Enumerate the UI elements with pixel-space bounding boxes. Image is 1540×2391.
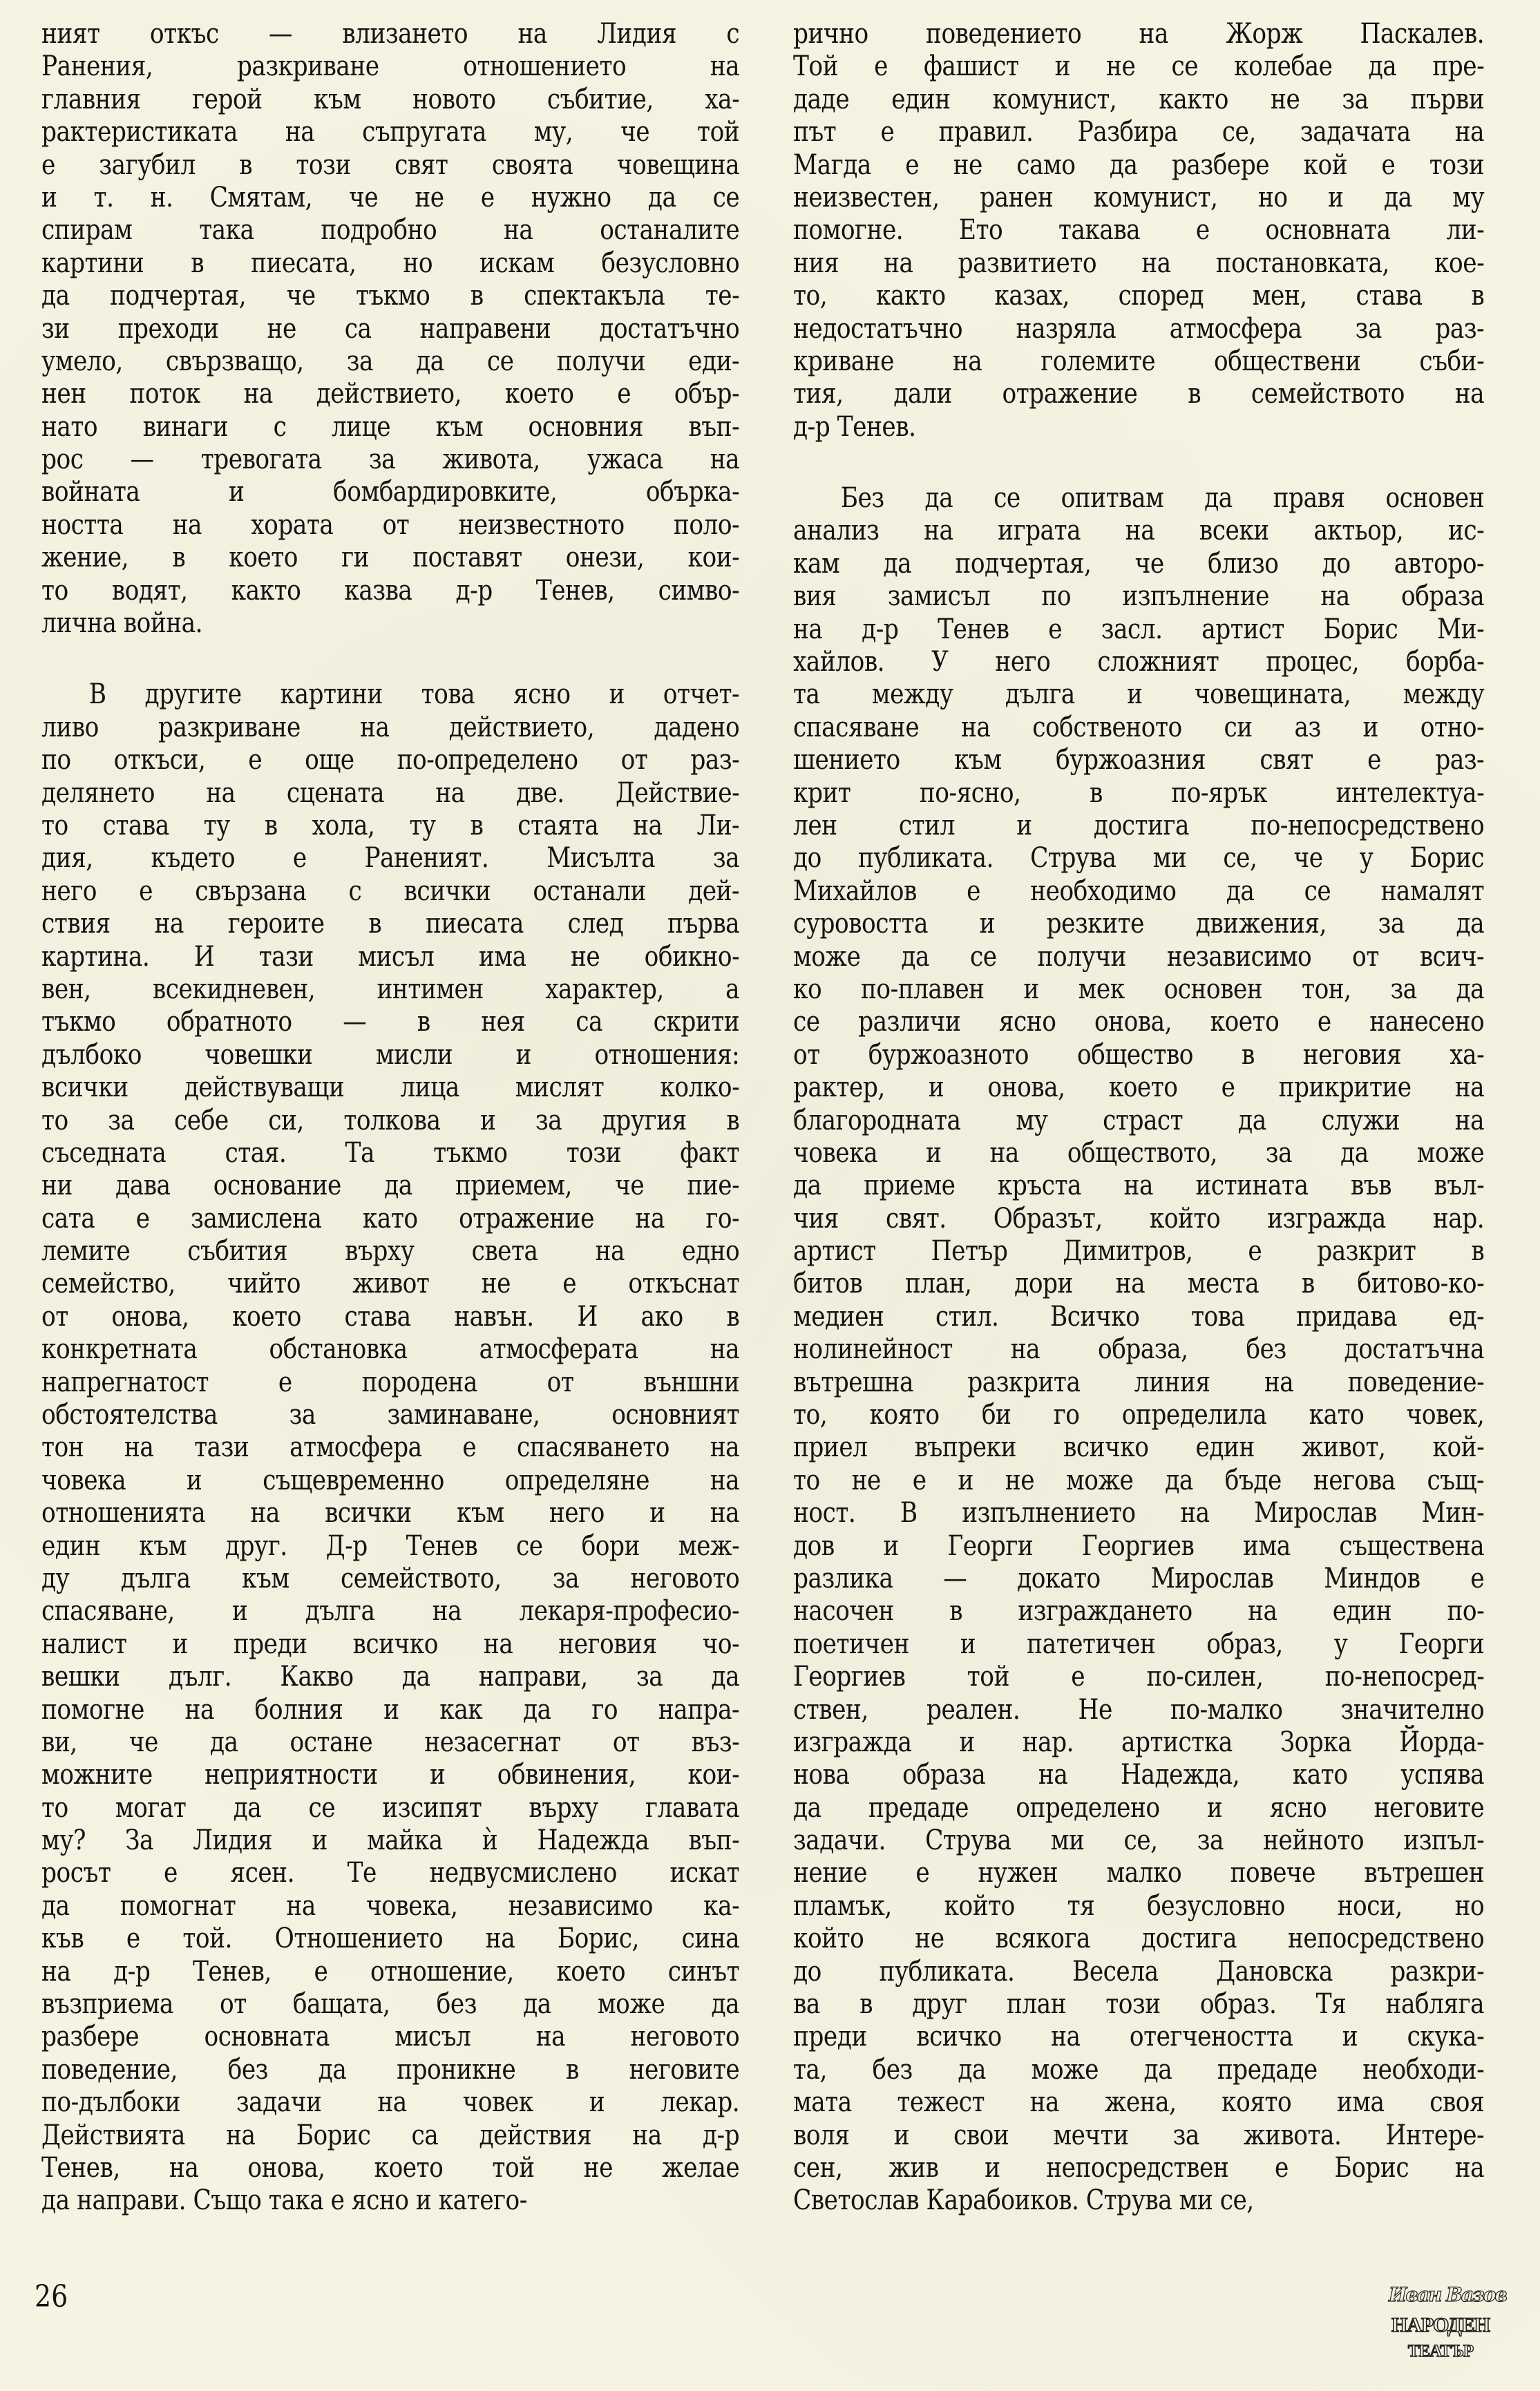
- text-line: тия, дали отражение в семейството на: [793, 378, 1485, 410]
- paragraph: [793, 18, 1484, 444]
- text-line: му? За Лидия и майка ѝ Надежда въп-: [41, 1825, 740, 1857]
- text-line: преди всичко на отегчеността и скука-: [793, 2021, 1485, 2053]
- text-line: семейство, чийто живот не е откъснат: [41, 1268, 740, 1300]
- text-line: съседната стая. Та тъкмо този факт: [41, 1136, 740, 1169]
- text-line: Магда е не само да разбере кой е този: [793, 149, 1485, 181]
- text-line: Светослав Карабоиков. Струва ми се,: [793, 2184, 1254, 2217]
- text-line: ко по-плавен и мек основен тон, за да: [793, 973, 1485, 1005]
- text-line: Без да се опитвам да правя основен: [840, 482, 1485, 515]
- text-line: по-дълбоки задачи на човек и лекар.: [41, 2086, 740, 2119]
- text-line: можните неприятности и обвинения, кои-: [41, 1759, 740, 1791]
- text-line: поведение, без да проникне в неговите: [41, 2053, 740, 2086]
- text-line: налист и преди всичко на неговия чо-: [41, 1628, 740, 1660]
- right-column: [793, 18, 1484, 2218]
- text-line: Михайлов е необходимо да се намалят: [793, 875, 1485, 907]
- text-line: вен, всекидневен, интимен характер, а: [41, 973, 740, 1005]
- text-line: анализ на играта на всеки актьор, ис-: [793, 515, 1485, 547]
- text-line: то, както казах, според мен, става в: [793, 280, 1485, 312]
- text-line: дия, където е Раненият. Мисълта за: [41, 842, 740, 875]
- text-line: лемите събития върху света на едно: [41, 1235, 740, 1268]
- text-line: нение е нужен малко повече вътрешен: [793, 1857, 1485, 1889]
- text-line: от онова, което става навън. И ако в: [41, 1300, 740, 1333]
- logo-signature: Иван Вазов: [1389, 2283, 1506, 2306]
- text-line: ността на хората от неизвестното поло-: [41, 508, 740, 541]
- text-line: зи преходи не са направени достатъчно: [41, 312, 740, 345]
- text-line: да приеме кръста на истината във въл-: [793, 1170, 1485, 1202]
- text-line: рактеристиката на съпругата му, че той: [41, 116, 740, 149]
- text-line: на д-р Тенев, е отношение, което синът: [41, 1955, 740, 1988]
- text-line: задачи. Струва ми се, за нейното изпъл-: [793, 1825, 1485, 1857]
- text-line: поетичен и патетичен образ, у Георги: [793, 1628, 1485, 1660]
- text-line: нова образа на Надежда, като успява: [793, 1759, 1485, 1791]
- text-line: картини в пиесата, но искам безусловно: [41, 247, 740, 279]
- text-line: един към друг. Д-р Тенев се бори меж-: [41, 1530, 740, 1562]
- text-line: крит по-ясно, в по-ярък интелектуа-: [793, 777, 1485, 809]
- text-line: човека и същевременно определяне на: [41, 1464, 740, 1496]
- text-line: воля и свои мечти за живота. Интере-: [793, 2119, 1485, 2151]
- text-line: мата тежест на жена, която има своя: [793, 2086, 1485, 2119]
- text-line: пламък, който тя безусловно носи, но: [793, 1889, 1485, 1922]
- paragraph-gap: [793, 444, 1484, 482]
- text-line: главния герой към новото събитие, ха-: [41, 83, 740, 115]
- text-line: нато винаги с лице към основния въп-: [41, 410, 740, 443]
- text-line: да подчертая, че тъкмо в спектакъла те-: [41, 280, 740, 312]
- text-line: ствия на героите в пиесата след първа: [41, 908, 740, 940]
- text-line: неизвестен, ранен комунист, но и да му: [793, 181, 1485, 213]
- text-line: нен поток на действието, което е обър-: [41, 378, 740, 410]
- text-line: ност. В изпълнението на Мирослав Мин-: [793, 1497, 1485, 1530]
- text-line: делянето на сцената на две. Действие-: [41, 777, 740, 809]
- text-line: ствен, реален. Не по-малко значително: [793, 1693, 1485, 1726]
- text-line: и т. н. Смятам, че не е нужно да се: [41, 181, 740, 213]
- text-line: шението към буржоазния свят е раз-: [793, 744, 1485, 777]
- left-column: [41, 18, 739, 2218]
- text-line: Действията на Борис са действия на д-р: [41, 2119, 740, 2151]
- text-line: разбере основната мисъл на неговото: [41, 2021, 740, 2053]
- text-line: лен стил и достига по-непосредствено: [793, 809, 1485, 841]
- text-line: къв е той. Отношението на Борис, сина: [41, 1923, 740, 1955]
- text-line: тъкмо обратното — в нея са скрити: [41, 1006, 740, 1038]
- text-line: може да се получи независимо от всич-: [793, 940, 1485, 973]
- text-line: даде един комунист, както не за първи: [793, 83, 1485, 115]
- text-line: да помогнат на човека, независимо ка-: [41, 1889, 740, 1922]
- text-line: нолинейност на образа, без достатъчна: [793, 1333, 1485, 1366]
- text-line: артист Петър Димитров, е разкрит в: [793, 1235, 1485, 1268]
- national-theatre-logo: [1389, 2280, 1506, 2376]
- text-line: вътрешна разкрита линия на поведение-: [793, 1366, 1485, 1398]
- paragraph: [41, 678, 739, 2217]
- text-line: В другите картини това ясно и отчет-: [88, 678, 740, 711]
- text-line: то, която би го определила като човек,: [793, 1399, 1485, 1431]
- text-line: отношенията на всички към него и на: [41, 1497, 740, 1530]
- text-line: е загубил в този свят своята човещина: [41, 149, 740, 181]
- logo-line-2: ТЕАТЪР: [1407, 2342, 1474, 2361]
- text-line: ният откъс — влизането на Лидия с: [41, 18, 740, 50]
- text-line: помогне на болния и как да го напра-: [41, 1693, 740, 1726]
- text-line: спасяване, и дълга на лекаря-професио-: [41, 1595, 740, 1628]
- text-line: ви, че да остане незасегнат от въз-: [41, 1726, 740, 1758]
- text-line: хайлов. У него сложният процес, борба-: [793, 646, 1485, 678]
- text-line: то водят, както казва д-р Тенев, симво-: [41, 574, 740, 607]
- text-line: приел въпреки всичко един живот, кой-: [793, 1431, 1485, 1464]
- text-line: обстоятелства за заминаване, основният: [41, 1399, 740, 1431]
- text-line: вешки дълг. Какво да направи, за да: [41, 1661, 740, 1693]
- text-line: да предаде определено и ясно неговите: [793, 1791, 1485, 1824]
- text-line: да направи. Също така е ясно и катего-: [41, 2184, 527, 2217]
- text-line: то не е и не може да бъде негова същ-: [793, 1464, 1485, 1496]
- text-line: спирам така подробно на останалите: [41, 214, 740, 247]
- text-line: спасяване на собственото си аз и отно-: [793, 711, 1485, 743]
- text-line: та между дълга и човещината, между: [793, 678, 1485, 711]
- text-line: та, без да може да предаде необходи-: [793, 2053, 1485, 2086]
- paragraph-gap: [41, 640, 739, 678]
- text-line: Тенев, на онова, което той не желае: [41, 2152, 740, 2184]
- text-line: дов и Георги Георгиев има съществена: [793, 1530, 1485, 1562]
- paragraph: [793, 482, 1484, 2218]
- text-line: тон на тази атмосфера е спасяването на: [41, 1431, 740, 1464]
- text-line: медиен стил. Всичко това придава ед-: [793, 1300, 1485, 1333]
- text-line: то могат да се изсипят върху главата: [41, 1791, 740, 1824]
- text-line: недостатъчно назряла атмосфера за раз-: [793, 312, 1485, 345]
- text-line: всички действуващи лица мислят колко-: [41, 1071, 740, 1104]
- text-line: дълбоко човешки мисли и отношения:: [41, 1038, 740, 1071]
- text-line: ливо разкриване на действието, дадено: [41, 711, 740, 743]
- text-line: по откъси, е още по-определено от раз-: [41, 744, 740, 777]
- text-line: конкретната обстановка атмосферата на: [41, 1333, 740, 1366]
- text-line: росът е ясен. Те недвусмислено искат: [41, 1857, 740, 1889]
- text-line: помогне. Ето такава е основната ли-: [793, 214, 1485, 247]
- paragraph: [41, 18, 739, 640]
- text-line: войната и бомбардировките, обърка-: [41, 476, 740, 508]
- text-line: рос — тревогата за живота, ужаса на: [41, 444, 740, 476]
- page-number: 26: [35, 2279, 68, 2314]
- text-line: рактер, и онова, което е прикритие на: [793, 1071, 1485, 1104]
- text-line: чия свят. Образът, който изгражда нар.: [793, 1202, 1485, 1235]
- text-line: то става ту в хола, ту в стаята на Ли-: [41, 809, 740, 841]
- text-line: сата е замислена като отражение на го-: [41, 1202, 740, 1235]
- text-line: напрегнатост е породена от външни: [41, 1366, 740, 1398]
- text-line: битов план, дори на места в битово-ко-: [793, 1268, 1485, 1300]
- text-line: рично поведението на Жорж Паскалев.: [793, 18, 1485, 50]
- text-line: него е свързана с всички останали дей-: [41, 875, 740, 907]
- text-line: ва в друг план този образ. Тя набляга: [793, 1988, 1485, 2021]
- text-line: човека и на обществото, за да може: [793, 1136, 1485, 1169]
- text-line: от буржоазното общество в неговия ха-: [793, 1038, 1485, 1071]
- text-line: кам да подчертая, че близо до авторо-: [793, 547, 1485, 580]
- text-line: лична война.: [41, 607, 203, 640]
- text-line: разлика — докато Мирослав Миндов е: [793, 1562, 1485, 1594]
- text-line: ду дълга към семейството, за неговото: [41, 1562, 740, 1594]
- text-line: път е правил. Разбира се, задачата на: [793, 116, 1485, 149]
- text-line: до публиката. Струва ми се, че у Борис: [793, 842, 1485, 875]
- text-line: изгражда и нар. артистка Зорка Йорда-: [793, 1726, 1485, 1758]
- text-line: ния на развитието на постановката, кое-: [793, 247, 1485, 279]
- text-line: жение, в което ги поставят онези, кои-: [41, 542, 740, 574]
- text-line: на д-р Тенев е засл. артист Борис Ми-: [793, 613, 1485, 645]
- text-line: вия замисъл по изпълнение на образа: [793, 580, 1485, 613]
- text-line: Той е фашист и не се колебае да пре-: [793, 50, 1485, 83]
- logo-line-1: НАРОДЕН: [1391, 2314, 1490, 2336]
- text-line: се различи ясно онова, което е нанесено: [793, 1006, 1485, 1038]
- text-line: благородната му страст да служи на: [793, 1104, 1485, 1136]
- text-line: картина. И тази мисъл има не обикно-: [41, 940, 740, 973]
- text-line: д-р Тенев.: [793, 410, 916, 443]
- text-line: суровостта и резките движения, за да: [793, 908, 1485, 940]
- text-line: умело, свързващо, за да се получи еди-: [41, 345, 740, 377]
- text-line: ни дава основание да приемем, че пие-: [41, 1170, 740, 1202]
- text-line: възприема от бащата, без да може да: [41, 1988, 740, 2021]
- text-line: който не всякога достига непосредствено: [793, 1923, 1485, 1955]
- text-line: криване на големите обществени съби-: [793, 345, 1485, 377]
- text-line: Ранения, разкриване отношението на: [41, 50, 740, 83]
- text-line: сен, жив и непосредствен е Борис на: [793, 2152, 1485, 2184]
- text-line: до публиката. Весела Дановска разкри-: [793, 1955, 1485, 1988]
- text-line: насочен в изграждането на един по-: [793, 1595, 1485, 1628]
- text-line: то за себе си, толкова и за другия в: [41, 1104, 740, 1136]
- text-line: Георгиев той е по-силен, по-непосред-: [793, 1661, 1485, 1693]
